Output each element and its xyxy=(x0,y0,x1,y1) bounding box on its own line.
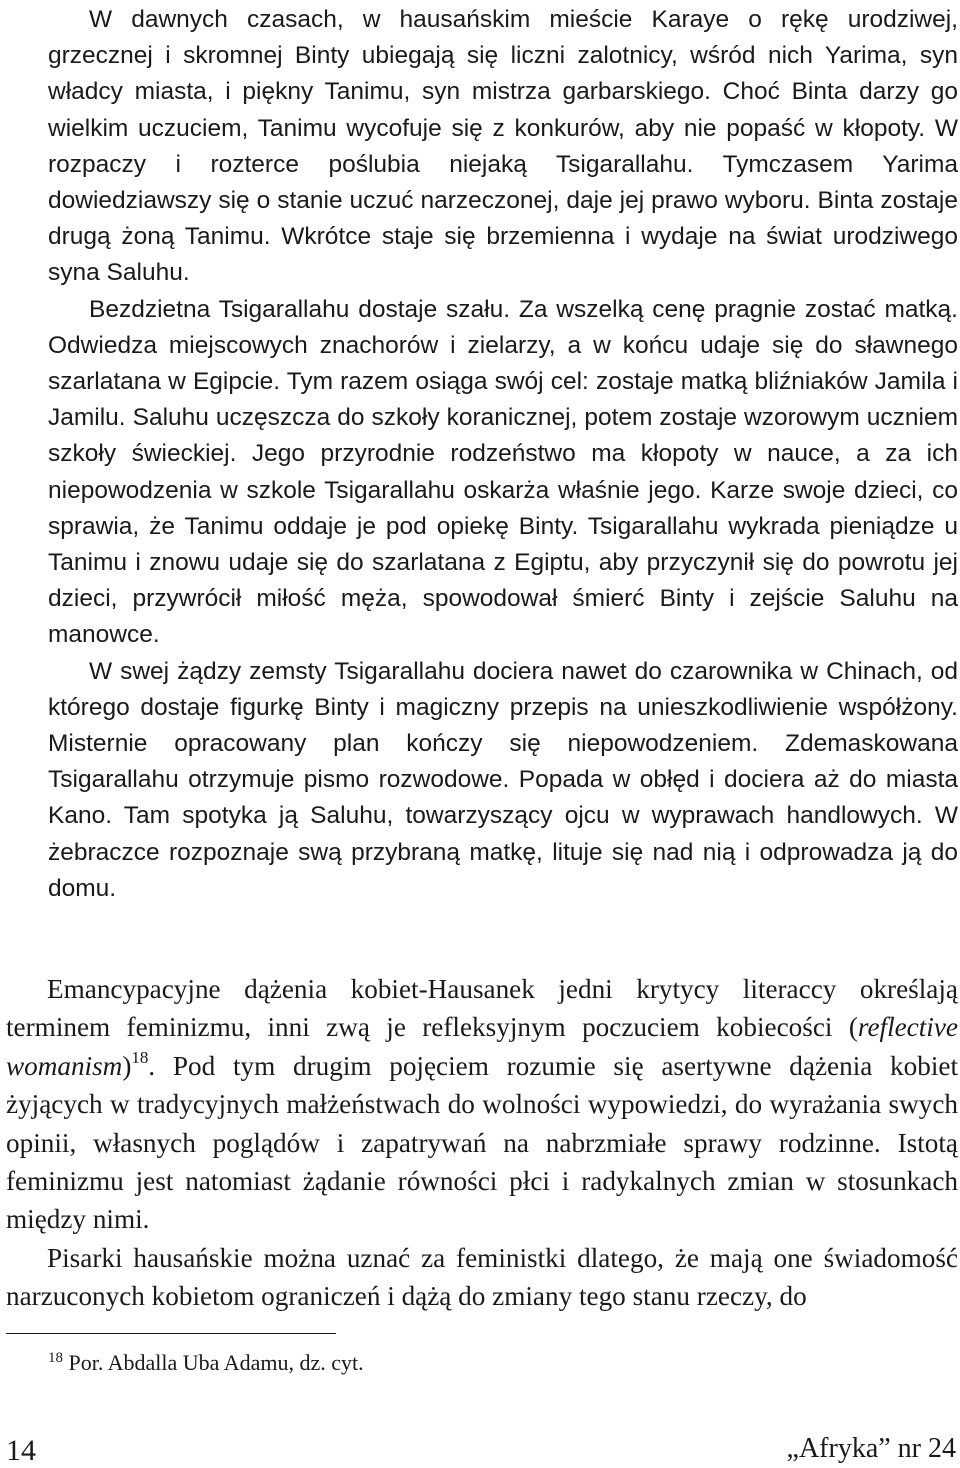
footnote-reference[interactable]: 18 xyxy=(131,1047,149,1067)
footnote-divider xyxy=(6,1333,336,1334)
body-p1-before: Emancypacyjne dążenia kobiet-Hausanek jedni krytycy literaccy określają terminem feminizmu, inni zwą je refleksyjnym poczuciem kobiecości ( xyxy=(6,974,958,1043)
plot-summary xyxy=(48,2,958,907)
footnote-text: Por. Abdalla Uba Adamu, dz. cyt. xyxy=(63,1350,364,1375)
summary-paragraph-1: W dawnych czasach, w hausańskim mieście Karaye o rękę urodziwej, grzecznej i skromnej Binty ubiegają się liczni zalotnicy, wśród nich Yarima, syn władcy miasta, i piękny Tanimu, syn mistrza garbarskiego. Choć Binta darzy go wielkim uczuciem, Tanimu wycofuje się z konkurów, aby nie popaść w kłopoty. W rozpaczy i rozterce poślubia niejaką Tsigarallahu. Tymczasem Yarima dowiedziawszy się o stanie uczuć narzeczonej, daje jej prawo wyboru. Binta zostaje drugą żoną Tanimu. Wkrótce staje się brzemienna i wydaje na świat urodziwego syna Saluhu. xyxy=(48,6,958,287)
summary-paragraph-3: W swej żądzy zemsty Tsigarallahu dociera nawet do czarownika w Chinach, od którego dostaje figurkę Binty i magiczny przepis na unieszkodliwienie współżony. Misternie opracowany plan kończy się niepowodzeniem. Zdemaskowana Tsigarallahu otrzymuje pismo rozwodowe. Popada w obłęd i dociera aż do miasta Kano. Tam spotyka ją Saluhu, towarzyszący ojcu w wyprawach handlowych. W żebraczce rozpoznaje swą przybraną matkę, lituje się nad nią i odprowadza ją do domu. xyxy=(48,657,958,902)
footnote-number: 18 xyxy=(48,1350,63,1366)
body-p1-italic-term: reflective womanism xyxy=(6,1012,958,1081)
body-text xyxy=(6,970,958,1316)
body-p1-after: . Pod tym drugim pojęciem rozumie się asertywne dążenia kobiet żyjących w tradycyjnych małżeństwach do wolności wypowiedzi, do wyrażania swych opinii, własnych poglądów i zapatrywań na nabrzmiałe sprawy rodzinne. Istotą feminizmu jest natomiast żądanie równości płci i radykalnych zmian w stosunkach między nimi. xyxy=(6,1050,958,1235)
body-paragraph-2: Pisarki hausańskie można uznać za feministki dlatego, że mają one świadomość narzuconych kobietom ograniczeń i dążą do zmiany tego stanu rzeczy, do xyxy=(6,1242,958,1312)
summary-paragraph-2: Bezdzietna Tsigarallahu dostaje szału. Za wszelką cenę pragnie zostać matką. Odwiedza miejscowych znachorów i zielarzy, a w końcu udaje się do sławnego szarlatana w Egipcie. Tym razem osiąga swój cel: zostaje matką bliźniaków Jamila i Jamilu. Saluhu uczęszcza do szkoły koranicznej, potem zostaje wzorowym uczniem szkoły świeckiej. Jego przyrodnie rodzeństwo ma kłopoty w nauce, a za ich niepowodzenia w szkole Tsigarallahu oskarża właśnie jego. Karze swoje dzieci, co sprawia, że Tanimu oddaje je pod opiekę Binty. Tsigarallahu wykrada pieniądze u Tanimu i znowu udaje się do szarlatana z Egiptu, aby przyczynił się do powrotu jej dzieci, przywrócił miłość męża, spowodował śmierć Binty i zejście Saluhu na manowce. xyxy=(48,295,958,649)
page-number: 14 xyxy=(6,1434,36,1467)
body-paragraph-1 xyxy=(6,970,958,1239)
body-p1-close: ) xyxy=(122,1050,132,1081)
footnote xyxy=(48,1348,948,1378)
journal-footer: „Afryka” nr 24 xyxy=(786,1433,956,1464)
